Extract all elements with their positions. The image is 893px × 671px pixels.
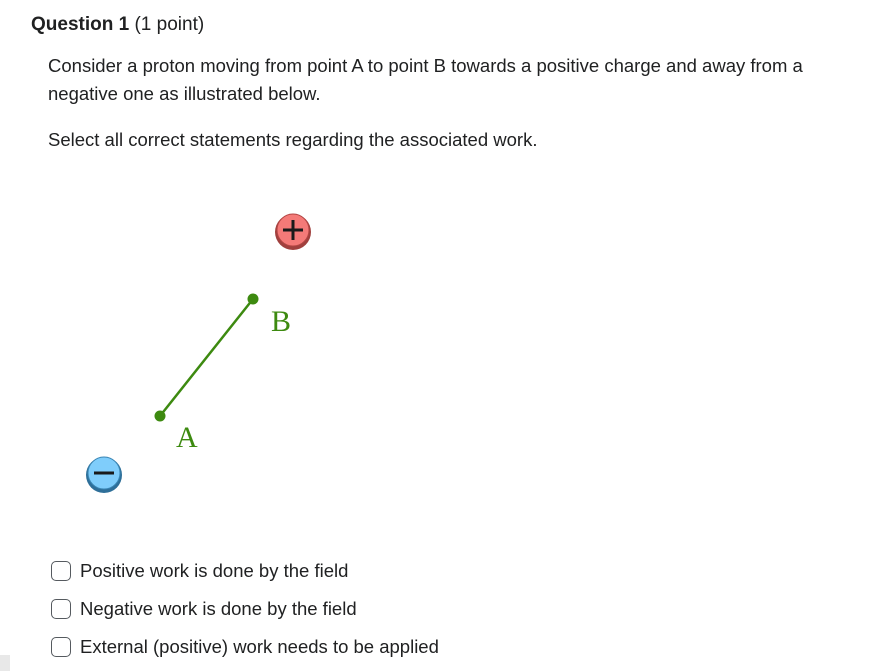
minus-charge-icon xyxy=(86,457,122,493)
plus-charge-icon xyxy=(275,214,311,250)
checkbox[interactable] xyxy=(51,599,71,619)
option-label: External (positive) work needs to be applied xyxy=(80,636,439,657)
prompt-text: Consider a proton moving from point A to point B towards a positive charge and away from a negative one as illustrated below. xyxy=(48,55,803,104)
question-title: Question 1 xyxy=(31,14,130,35)
option-external-work[interactable] xyxy=(51,628,439,666)
checkbox[interactable] xyxy=(51,561,71,581)
point-a-marker xyxy=(155,411,166,422)
option-positive-work[interactable] xyxy=(51,552,439,590)
point-b-marker xyxy=(248,294,259,305)
option-label: Negative work is done by the field xyxy=(80,598,357,619)
scrollbar-fragment xyxy=(0,655,10,671)
question-header xyxy=(31,12,204,38)
question-prompt xyxy=(48,52,808,154)
point-a-label: A xyxy=(176,421,198,454)
answer-options xyxy=(51,552,439,666)
question-points: (1 point) xyxy=(134,14,205,35)
instruction-text: Select all correct statements regarding the associated work. xyxy=(48,129,538,150)
checkbox[interactable] xyxy=(51,637,71,657)
option-label: Positive work is done by the field xyxy=(80,560,349,581)
point-b-label: B xyxy=(271,305,292,338)
path-line xyxy=(160,299,253,416)
option-negative-work[interactable] xyxy=(51,590,439,628)
